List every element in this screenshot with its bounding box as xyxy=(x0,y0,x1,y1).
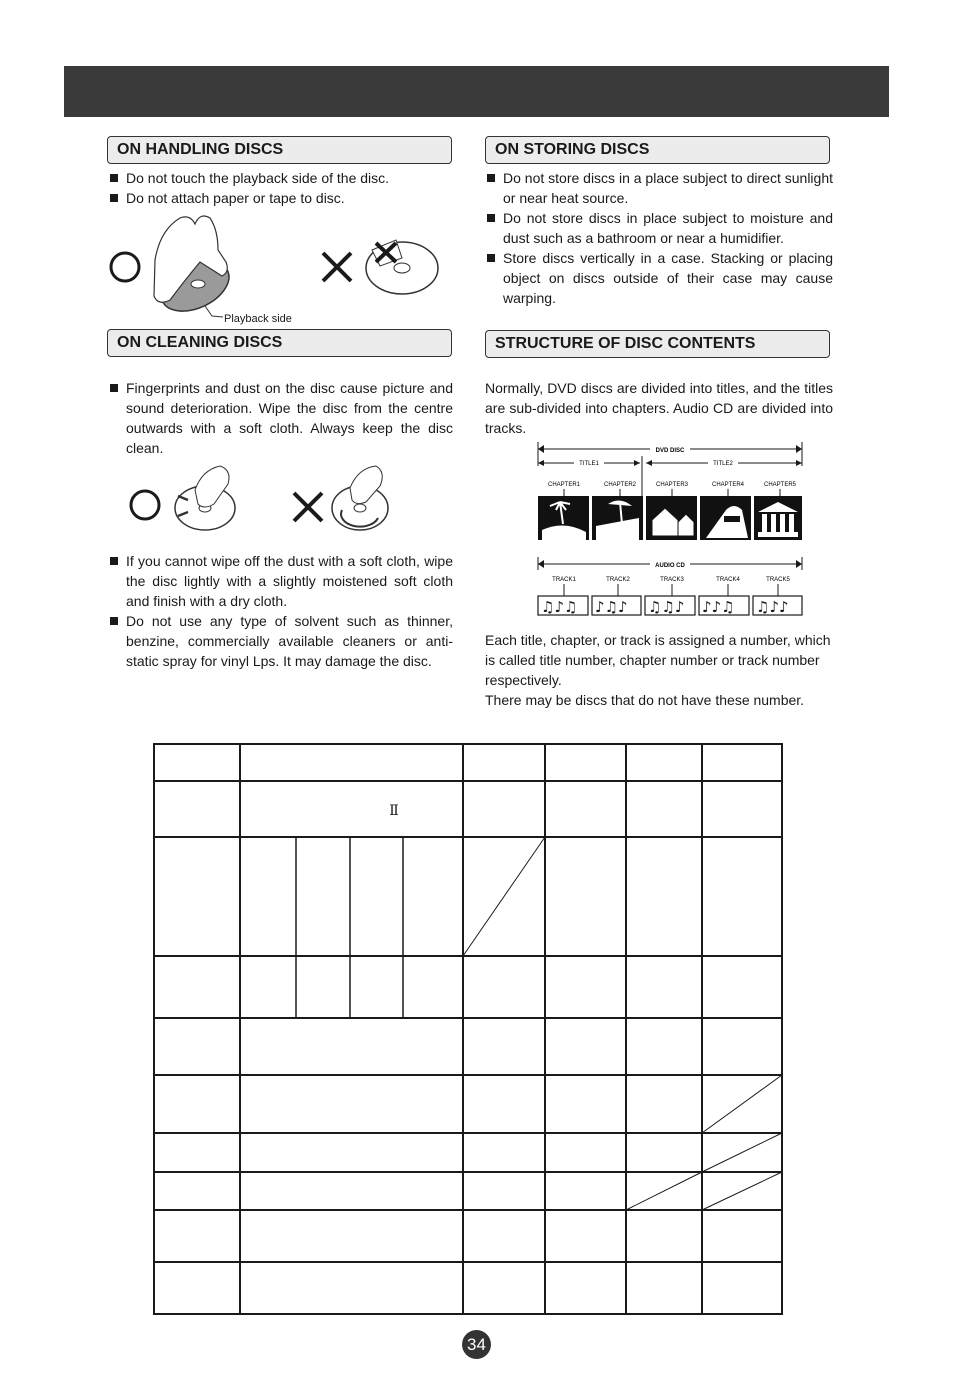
chapter-label: CHAPTER1 xyxy=(547,482,581,488)
roman-numeral-mark: Ⅱ xyxy=(389,803,399,819)
disc-with-tape-icon xyxy=(366,240,438,294)
structure-note: Each title, chapter, or track is assigned a number, which is called title number, chapter number or track number respectively. xyxy=(485,632,831,688)
track-label: TRACK4 xyxy=(716,577,740,583)
cross-ng-icon xyxy=(294,493,322,521)
handling-list xyxy=(108,168,453,208)
handling-heading: ON HANDLING DISCS xyxy=(107,136,452,164)
chapter-label: CHAPTER3 xyxy=(655,482,689,488)
cleaning-illustration xyxy=(120,460,390,540)
track-label: TRACK1 xyxy=(552,577,576,583)
circle-ok-icon xyxy=(111,253,139,281)
svg-text:♫♫♪: ♫♫♪ xyxy=(648,598,685,616)
chapter-label: CHAPTER2 xyxy=(603,482,637,488)
cleaning-heading: ON CLEANING DISCS xyxy=(107,329,452,357)
storing-heading: ON STORING DISCS xyxy=(485,136,830,164)
hand-holding-disc-icon xyxy=(153,216,237,321)
svg-text:♫♪♫: ♫♪♫ xyxy=(541,598,578,616)
chapter-label: CHAPTER5 xyxy=(763,482,797,488)
disc-structure-diagram xyxy=(530,440,810,620)
list-item: Do not use any type of solvent such as thinner, benzine, commercially available cleaners or anti-static spray for vinyl Lps. It may damage the disc. xyxy=(108,611,453,671)
list-item: Store discs vertically in a case. Stacking or placing object on discs outside of their case may cause warping. xyxy=(485,248,833,308)
cleaning-list-2 xyxy=(108,551,453,671)
music-note-icon xyxy=(541,598,789,616)
playback-side-caption: Playback side xyxy=(224,313,292,325)
list-item: If you cannot wipe off the dust with a soft cloth, wipe the disc lightly with a slightly moistened soft cloth and finish with a dry cloth. xyxy=(108,551,453,611)
list-item: Do not store discs in a place subject to direct sunlight or near heat source. xyxy=(485,168,833,208)
handling-illustration xyxy=(100,210,460,328)
svg-text:♪♫♪: ♪♫♪ xyxy=(595,598,628,616)
page-number: 34 xyxy=(462,1330,491,1359)
disc-types-table xyxy=(150,740,786,1320)
cross-ng-icon xyxy=(323,253,351,281)
structure-note-2: There may be discs that do not have these number. xyxy=(485,692,805,708)
circle-ok-icon xyxy=(131,491,159,519)
list-item: Do not attach paper or tape to disc. xyxy=(108,188,453,208)
wiping-circular-icon xyxy=(332,466,388,530)
dvd-disc-label: DVD DISC xyxy=(655,448,685,454)
list-item: Fingerprints and dust on the disc cause picture and sound deterioration. Wipe the disc from the centre outwards with a soft cloth. Always keep the disc clean. xyxy=(108,378,453,458)
chapter-tiles xyxy=(538,496,802,540)
audio-cd-label: AUDIO CD xyxy=(655,563,685,569)
svg-text:♫♪♪: ♫♪♪ xyxy=(756,598,789,616)
storing-list xyxy=(485,168,833,308)
header-bar xyxy=(64,66,889,117)
list-item: Do not touch the playback side of the disc. xyxy=(108,168,453,188)
chapter-label: CHAPTER4 xyxy=(711,482,745,488)
track-label: TRACK3 xyxy=(660,577,684,583)
title-label: TITLE2 xyxy=(713,461,733,467)
list-item: Do not store discs in place subject to moisture and dust such as a bathroom or near a humidifier. xyxy=(485,208,833,248)
cleaning-list-1 xyxy=(108,378,453,458)
track-label: TRACK2 xyxy=(606,577,630,583)
svg-text:♪♪♫: ♪♪♫ xyxy=(702,598,735,616)
structure-heading: STRUCTURE OF DISC CONTENTS xyxy=(485,330,830,358)
track-label: TRACK5 xyxy=(766,577,790,583)
structure-intro: Normally, DVD discs are divided into titles, and the titles are sub-divided into chapters. Audio CD are divided into tracks. xyxy=(485,380,833,436)
wiping-outward-icon xyxy=(175,466,235,530)
title-label: TITLE1 xyxy=(579,461,599,467)
